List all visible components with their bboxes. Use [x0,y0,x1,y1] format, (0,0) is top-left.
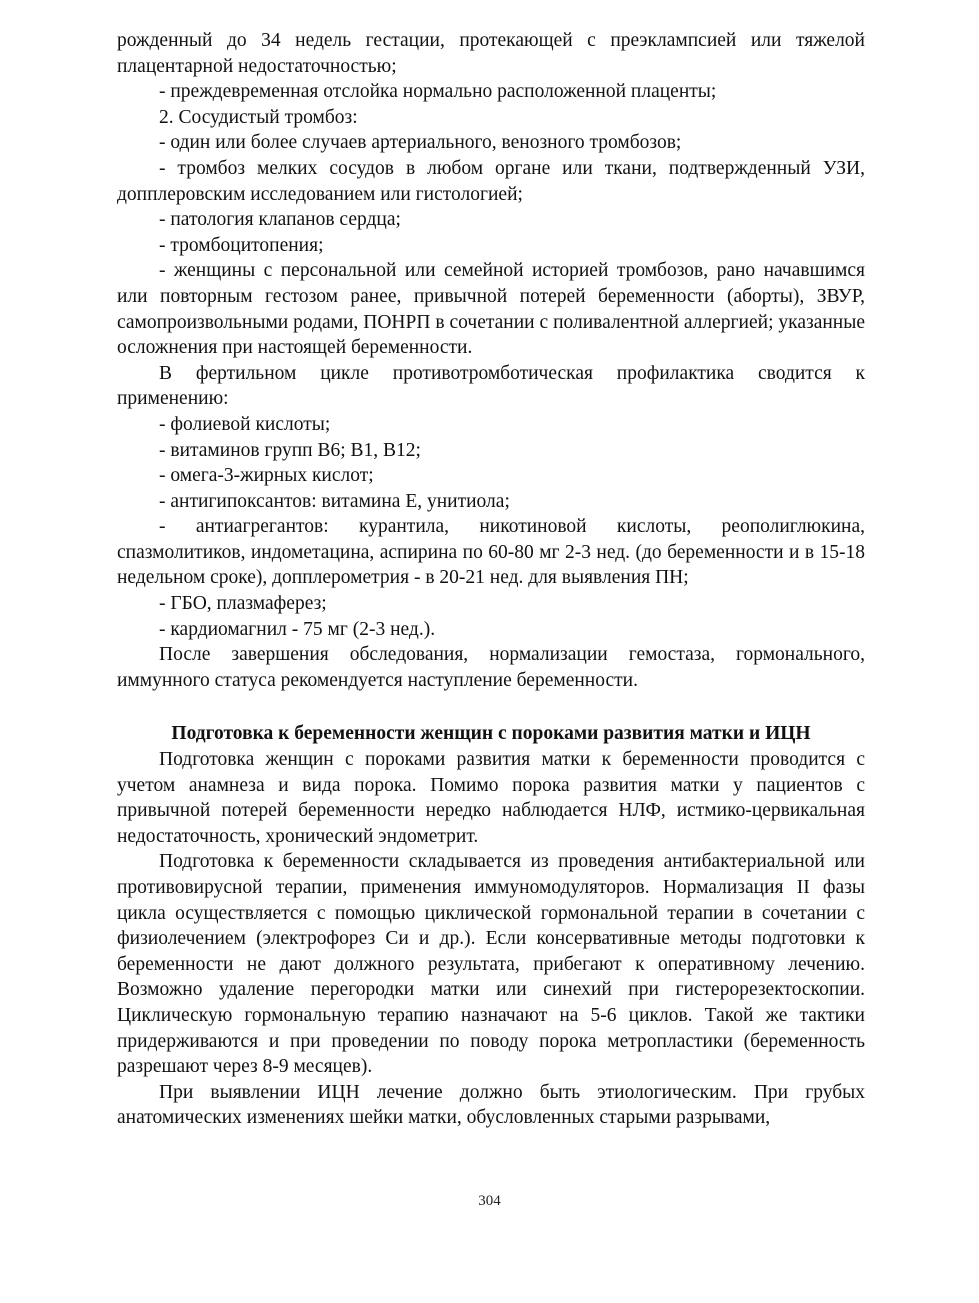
paragraph-5: После завершения обследования, нормализации гемостаза, гормонального, иммунного статуса рекомендуется наступление беременности. [117,644,865,691]
list-item-5: - тромбоцитопения; [159,234,324,256]
paragraph-1: - тромбоз мелких сосудов в любом органе или ткани, подтвержденный УЗИ, допплеровским исследованием или гистологией; [117,157,865,205]
list-item-9: - антигипоксантов: витамина Е, унитиола; [159,490,510,512]
paragraph-3: В фертильном цикле противотромботическая профилактика сводится к применению: [117,362,865,410]
text-block-1: рожденный до 34 недель гестации, протекающей с преэклампсией или тяжелой плацентарной недостаточностью; [117,30,865,77]
paragraph-4: - антиагрегантов: курантила, никотиновой кислоты, реополиглюкина, спазмолитиков, индометацина, аспирина по 60-80 мг 2-3 нед. (до беременности и в 15-18 недельном сроке), допплерометрия - в 20-21 нед. для выявления ПН; [117,516,865,589]
paragraph-6: Подготовка женщин с пороками развития матки к беременности проводится с учетом анамнеза и вида порока. Помимо порока развития матки у пациентов с привычной потерей беременности нередко наблюдается НЛФ, истмико-цервикальная недостаточность, хронический эндометрит. [117,749,865,847]
page-number: 304 [478,1193,501,1209]
paragraph-7: Подготовка к беременности складывается из проведения антибактериальной или противовирусной терапии, применения иммуномодуляторов. Нормализация II фазы цикла осуществляется с помощью циклической гормональной терапии в сочетании с физиолечением (электрофорез Си и др.). Если консервативные методы подготовки к беременности не дают должного результата, прибегают к оперативному лечению. Возможно удаление перегородки матки или синехий при гистерорезектоскопии. Циклическую гормональную терапию назначают на 5-6 циклов. Такой же тактики придерживаются и при проведении по поводу порока метропластики (беременность разрешают через 8-9 месяцев). [117,851,865,1078]
list-item-3: - один или более случаев артериального, венозного тромбозов; [159,132,682,154]
list-item-6: - фолиевой кислоты; [159,413,331,435]
paragraph-8: При выявлении ИЦН лечение должно быть этиологическим. При грубых анатомических изменениях шейки матки, обусловленных старыми разрывами, [117,1081,865,1129]
list-item-4: - патология клапанов сердца; [159,209,401,231]
list-item-2: 2. Сосудистый тромбоз: [159,106,358,128]
list-item-1: - преждевременная отслойка нормально расположенной плаценты; [159,81,717,103]
list-item-7: - витаминов групп В6; В1, В12; [159,439,421,461]
list-item-11: - кардиомагнил - 75 мг (2-3 нед.). [159,618,436,640]
section-heading: Подготовка к беременности женщин с пороками развития матки и ИЦН [171,723,811,745]
paragraph-2: - женщины с персональной или семейной историей тромбозов, рано начавшимся или повторным гестозом ранее, привычной потерей беременности (аборты), ЗВУР, самопроизвольными родами, ПОНРП в сочетании с поливалентной аллергией; указанные осложнения при настоящей беременности. [117,260,865,359]
list-item-10: - ГБО, плазмаферез; [159,593,327,615]
list-item-8: - омега-3-жирных кислот; [159,465,374,487]
document-body [117,28,865,1131]
